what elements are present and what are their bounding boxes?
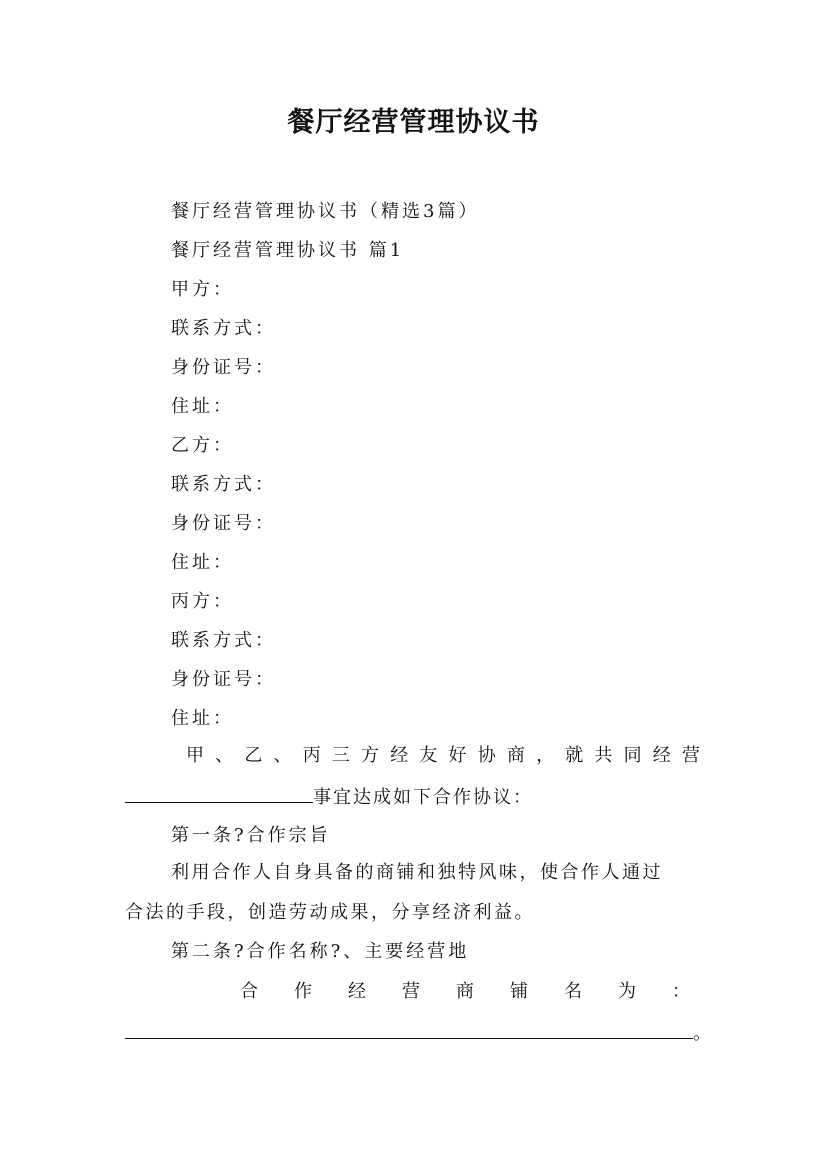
business-name-blank xyxy=(125,784,313,803)
article-2-text-line2: 。 xyxy=(125,1020,711,1046)
article-1-heading: 第一条?合作宗旨 xyxy=(171,825,331,846)
party-c-label: 丙方： xyxy=(171,591,234,612)
article-2-text-line1: 合 作 经 营 商 铺 名 为 ： xyxy=(240,981,690,1002)
article-2-heading: 第二条?合作名称?、主要经营地 xyxy=(171,941,470,962)
party-b-contact-label: 联系方式： xyxy=(171,474,276,495)
party-b-address-label: 住址： xyxy=(171,552,234,573)
party-a-address-label: 住址： xyxy=(171,396,234,417)
agreement-intro-line2: 事宜达成如下合作协议： xyxy=(125,784,533,810)
party-c-contact-label: 联系方式： xyxy=(171,630,276,651)
party-b-id-label: 身份证号： xyxy=(171,513,276,534)
shop-name-blank xyxy=(125,1020,693,1039)
party-c-address-label: 住址： xyxy=(171,708,234,729)
party-b-label: 乙方： xyxy=(171,435,234,456)
party-a-contact-label: 联系方式： xyxy=(171,318,276,339)
party-a-label: 甲方： xyxy=(171,279,234,300)
agreement-intro-line1: 甲 、 乙 、 丙 三 方 经 友 好 协 商 ， 就 共 同 经 营 xyxy=(186,745,700,766)
section-heading: 餐厅经营管理协议书 篇1 xyxy=(171,240,405,261)
article-1-text-line1: 利用合作人自身具备的商铺和独特风味，使合作人通过 xyxy=(171,862,663,883)
party-a-id-label: 身份证号： xyxy=(171,357,276,378)
document-title: 餐厅经营管理协议书 xyxy=(287,107,540,138)
party-c-id-label: 身份证号： xyxy=(171,669,276,690)
subtitle-line: 餐厅经营管理协议书（精选3篇） xyxy=(171,201,480,222)
article-1-text-line2: 合法的手段，创造劳动成果，分享经济利益。 xyxy=(125,902,535,923)
